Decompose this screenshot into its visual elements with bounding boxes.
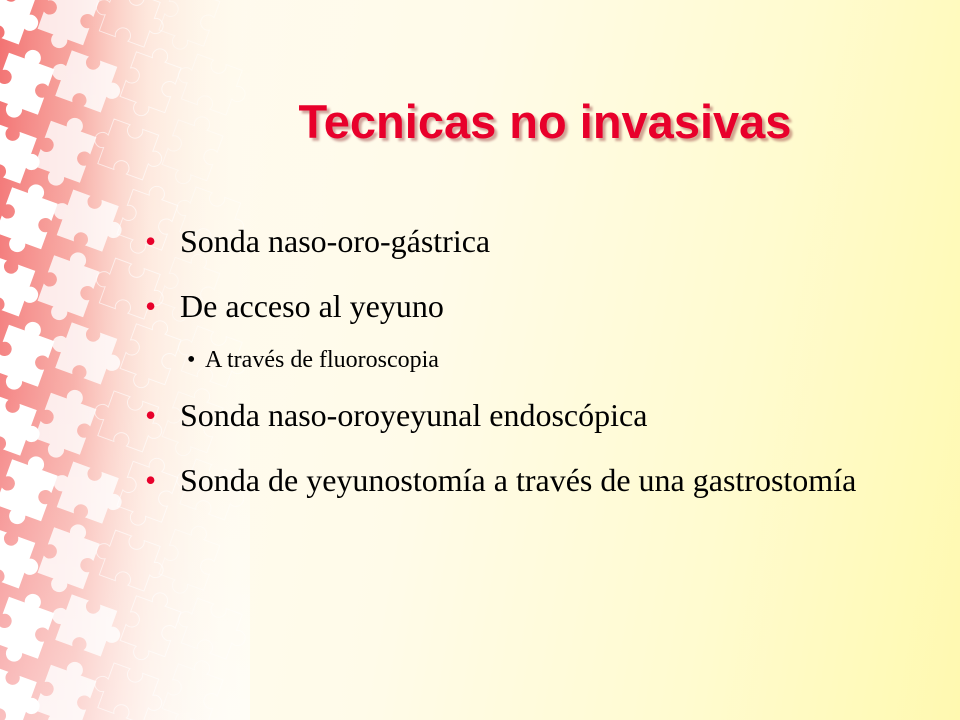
- bullet-text: Sonda naso-oroyeyunal endoscópica: [180, 397, 648, 433]
- bullet-marker: •: [145, 288, 157, 324]
- bullet-list: [145, 222, 905, 499]
- bullet-text: De acceso al yeyuno: [180, 288, 444, 324]
- bullet-text: Sonda de yeyunostomía a través de una gastrostomía: [180, 462, 857, 498]
- bullet-item: [145, 222, 905, 260]
- bullet-marker: •: [145, 223, 157, 259]
- bullet-marker: •: [145, 462, 157, 498]
- sub-bullet-marker: •: [187, 347, 196, 373]
- bullet-text: Sonda naso-oro-gástrica: [180, 223, 491, 259]
- bullet-item: [145, 396, 905, 434]
- bullet-item: [145, 461, 905, 499]
- sub-bullet-item: [145, 345, 905, 375]
- bullet-marker: •: [145, 397, 157, 433]
- bullet-item: [145, 287, 905, 325]
- sub-bullet-text: A través de fluoroscopia: [205, 347, 439, 373]
- slide-title: Tecnicas no invasivas: [298, 95, 792, 148]
